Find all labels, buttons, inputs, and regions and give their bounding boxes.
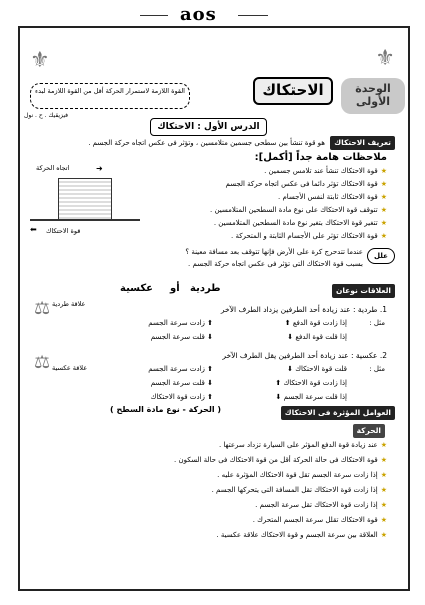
relations-label: العلاقات نوعان [332, 284, 395, 298]
lesson-title: الدرس الأول : الاحتكاك [150, 118, 267, 136]
rule-box: القوة اللازمة لاستمرار الحركة أقل من القوة اللازمة لبدء [30, 83, 190, 109]
relation-direct: طردية [190, 283, 221, 294]
factors-value: ( الحركة - نوع مادة السطح ) [110, 405, 222, 414]
relation-inverse: عكسية [120, 283, 153, 294]
table-row: إذا زادت قوة الاحتكاك ⬆ [275, 379, 347, 387]
direct-example-label: مثل : [369, 319, 385, 327]
friction-arrow-icon: ⬅ [30, 225, 37, 234]
list-item: ★عند زيادة قوة الدفع المؤثر على السيارة تزداد سرعتها . [218, 441, 387, 449]
inverse-side-label: علاقة عكسية [52, 364, 88, 372]
ground-line [30, 219, 140, 221]
definition-label: تعريف الاحتكاك [330, 136, 395, 150]
list-item: ★قوة الاحتكاك تقلل سرعة الجسم المتحرك . [252, 516, 387, 524]
direct-side-label: علاقة طردية [52, 300, 86, 308]
table-row: ⬆ زادت سرعة الجسم [148, 319, 213, 327]
motion-arrow-icon: ➜ [96, 164, 103, 173]
table-row: إذا زادت قوة الدفع ⬆ [284, 319, 347, 327]
logo-line-left [140, 15, 168, 16]
table-row: قلت قوة الاحتكاك ⬇ [287, 365, 347, 373]
motion-subheading: الحركة [353, 424, 385, 438]
friction-label: قوة الاحتكاك [46, 227, 81, 235]
unit-badge: الوحدة الأولى [341, 78, 405, 114]
inverse-heading: 2. عكسية : عند زيادة أحد الطرفين يقل الطرف الآخر [222, 351, 387, 360]
list-item: ★إذا زادت قوة الاحتكاك تقل المسافة التى يتحركها الجسم . [211, 486, 387, 494]
list-item: ★تتوقف قوة الاحتكاك على نوع مادة السطحين المتلامسين . [210, 206, 387, 214]
list-item: ★قوة الاحتكاك تؤثر دائما فى عكس اتجاه حركة الجسم [225, 180, 387, 188]
list-item: ★تتغير قوة الاحتكاك بتغير نوع مادة السطحين المتلامسين . [213, 219, 387, 227]
table-row: إذا قلت سرعة الجسم ⬇ [275, 393, 347, 401]
question-text: عندما تتدحرج كرة على الأرض فإنها تتوقف بعد مسافة معينة ؟ [185, 248, 363, 256]
block-shape [58, 178, 112, 220]
list-item: ★قوة الاحتكاك ثابتة لنفس الأجسام . [278, 193, 387, 201]
list-item: ★إذا زادت قوة الاحتكاك تقل سرعة الجسم . [255, 501, 387, 509]
list-item: ★إذا زادت سرعة الجسم تقل قوة الاحتكاك المؤثرة عليه . [217, 471, 387, 479]
inverse-example-label: مثل : [369, 365, 385, 373]
factors-label: العوامل المؤثرة فى الاحتكاك [281, 406, 395, 420]
scale-icon: ⚖ [34, 352, 51, 373]
table-row: ⬆ زادت سرعة الجسم [148, 365, 213, 373]
list-item: ★قوة الاحتكاك فى حالة الحركة أقل من قوة الاحتكاك فى حالة السكون . [174, 456, 387, 464]
decorative-figure-left: ⚜ [30, 48, 50, 73]
definition-text: هو قوة تنشأ بين سطحى جسمين متلامسين ، وتؤثر فى عكس اتجاه حركة الجسم . [88, 139, 325, 147]
site-logo: aos [180, 4, 217, 25]
relation-or: أو [170, 283, 180, 294]
motion-label: اتجاه الحركة [36, 164, 70, 172]
page-title: الاحتكاك [253, 77, 333, 105]
direct-heading: 1. طردية : عند زيادة أحد الطرفين يزداد الطرف الآخر [220, 305, 387, 314]
table-row: ⬇ قلت سرعة الجسم [150, 333, 213, 341]
answer-text: بسبب قوة الاحتكاك التى تؤثر فى عكس اتجاه حركة الجسم . [188, 260, 363, 268]
scale-icon: ⚖ [34, 298, 51, 319]
notes-heading: ملاحظات هامة جداً [أكمل]: [254, 152, 387, 163]
question-label: علل [367, 248, 395, 264]
list-item: ★قوة الاحتكاك تنشأ عند تلامس جسمين . [264, 167, 387, 175]
logo-line-right [238, 15, 268, 16]
decorative-figure-right: ⚜ [375, 46, 395, 71]
table-row: إذا قلت قوة الدفع ⬇ [287, 333, 347, 341]
side-note: فيزيقيك . ح . نول [24, 112, 69, 119]
table-row: ⬇ قلت سرعة الجسم [150, 379, 213, 387]
list-item: ★العلاقة بين سرعة الجسم و قوة الاحتكاك علاقة عكسية . [216, 531, 387, 539]
table-row: ⬆ زادت قوة الاحتكاك [150, 393, 213, 401]
list-item: ★قوة الاحتكاك تؤثر على الأجسام الثابتة و المتحركة . [231, 232, 387, 240]
